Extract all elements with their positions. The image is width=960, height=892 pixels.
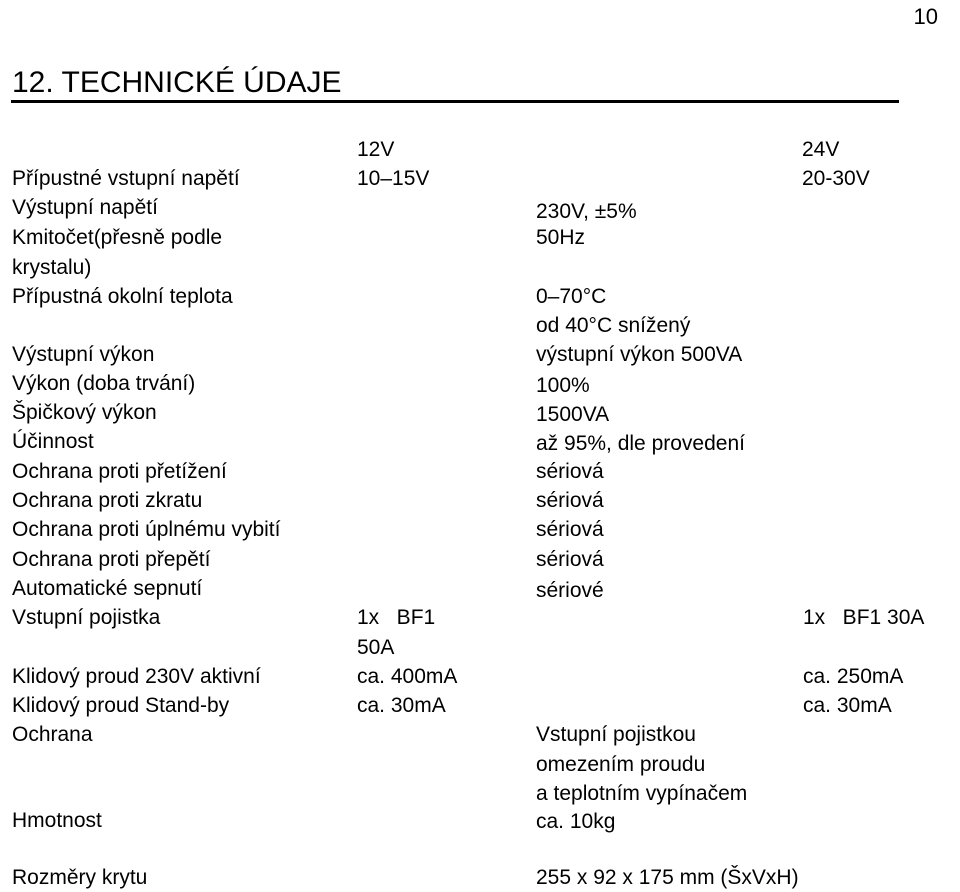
spec-label-duty-cycle: Výkon (doba trvání) (12, 372, 196, 395)
spec-label-idle-current-active: Klidový proud 230V aktivní (12, 665, 261, 688)
spec-label-frequency: Kmitočet(přesně podle (12, 226, 223, 249)
spec-value-24v-idle-current-standby: ca. 30mA (803, 694, 892, 717)
spec-value-ambient-temperature-note: od 40°C snížený (536, 314, 691, 337)
spec-value-overload-protection: sériová (536, 460, 604, 483)
header-24v: 24V (802, 138, 840, 161)
spec-value-efficiency: až 95%, dle provedení (536, 432, 745, 455)
title-underline (11, 100, 899, 103)
spec-value-deep-discharge-protection: sériová (536, 518, 604, 541)
spec-label-output-voltage: Výstupní napětí (12, 196, 158, 219)
spec-value-protection-line1: Vstupní pojistkou (536, 723, 696, 746)
spec-value-output-power: výstupní výkon 500VA (536, 343, 743, 366)
spec-label-ambient-temperature: Přípustná okolní teplota (12, 285, 233, 308)
header-12v: 12V (357, 138, 395, 161)
spec-label-dimensions: Rozměry krytu (12, 866, 148, 889)
spec-label-overload-protection: Ochrana proti přetížení (12, 460, 227, 483)
spec-value-protection-line3: a teplotním vypínačem (536, 782, 748, 805)
spec-label-automatic-start: Automatické sepnutí (12, 577, 203, 600)
spec-value-peak-power: 1500VA (536, 403, 610, 426)
spec-value-protection-line2: omezením proudu (536, 753, 706, 776)
spec-value-weight: ca. 10kg (536, 810, 616, 833)
spec-value-short-circuit-protection: sériová (536, 489, 604, 512)
spec-value-dimensions: 255 x 92 x 175 mm (ŠxVxH) (536, 866, 799, 889)
spec-label-short-circuit-protection: Ochrana proti zkratu (12, 489, 203, 512)
spec-label-efficiency: Účinnost (12, 430, 94, 453)
spec-value-overvoltage-protection: sériová (536, 548, 604, 571)
page-number: 10 (913, 4, 938, 29)
spec-value-12v-input-voltage: 10–15V (357, 167, 430, 190)
spec-label-protection: Ochrana (12, 723, 93, 746)
spec-label-deep-discharge-protection: Ochrana proti úplnému vybití (12, 518, 281, 541)
spec-value-12v-idle-current-active: ca. 400mA (357, 665, 458, 688)
spec-label-output-power: Výstupní výkon (12, 343, 155, 366)
spec-label-weight: Hmotnost (12, 809, 102, 832)
spec-label-peak-power: Špičkový výkon (12, 401, 157, 424)
spec-value-24v-input-voltage: 20-30V (802, 167, 870, 190)
spec-label-frequency-cont: krystalu) (12, 256, 92, 279)
spec-value-12v-idle-current-standby: ca. 30mA (357, 694, 446, 717)
spec-label-overvoltage-protection: Ochrana proti přepětí (12, 548, 211, 571)
spec-value-automatic-start: sériové (536, 579, 604, 602)
spec-value-frequency: 50Hz (536, 226, 586, 249)
spec-value-12v-input-fuse-rating: 50A (357, 636, 395, 659)
spec-value-duty-cycle: 100% (536, 374, 590, 397)
spec-value-12v-input-fuse: 1x BF1 (357, 606, 436, 629)
section-title: 12. TECHNICKÉ ÚDAJE (12, 66, 342, 99)
spec-label-idle-current-standby: Klidový proud Stand-by (12, 694, 230, 717)
spec-label-input-voltage: Přípustné vstupní napětí (12, 167, 240, 190)
spec-value-24v-input-fuse: 1x BF1 30A (803, 606, 925, 629)
spec-label-input-fuse: Vstupní pojistka (12, 606, 161, 629)
spec-value-24v-idle-current-active: ca. 250mA (803, 665, 904, 688)
spec-value-output-voltage: 230V, ±5% (536, 200, 637, 223)
spec-value-ambient-temperature: 0–70°C (536, 285, 607, 308)
